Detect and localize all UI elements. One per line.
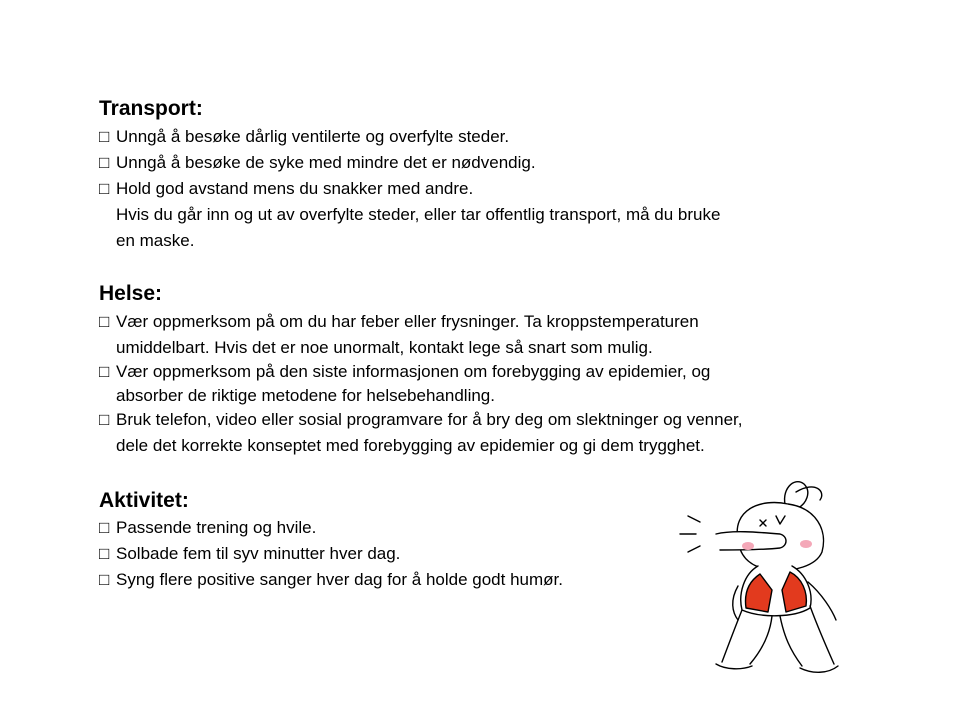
helse-bullet-1 <box>99 312 699 332</box>
transport-heading: Transport: <box>99 97 203 120</box>
cheek-right <box>800 540 812 548</box>
transport-bullet-3-text: Hold god avstand mens du snakker med andre. <box>116 179 474 198</box>
checkbox-icon: □ <box>99 410 110 429</box>
helse-bullet-3-cont: dele det korrekte konseptet med forebygging av epidemier og gi dem trygghet. <box>116 436 705 455</box>
cheek-left <box>742 542 754 550</box>
checkbox-icon: □ <box>99 179 110 198</box>
aktivitet-bullet-2 <box>99 544 400 564</box>
leg-right-inner <box>780 616 802 666</box>
foot-left <box>716 664 752 669</box>
checkbox-icon: □ <box>99 362 110 381</box>
aktivitet-bullet-3-text: Syng flere positive sanger hver dag for å holde godt humør. <box>116 570 563 589</box>
checkbox-icon: □ <box>99 312 110 331</box>
cough-lines <box>680 516 700 552</box>
hair-tuft <box>796 487 822 500</box>
helse-bullet-1-text: Vær oppmerksom på om du har feber eller frysninger. Ta kroppstemperaturen <box>116 312 699 331</box>
transport-bullet-3-cont-1: Hvis du går inn og ut av overfylte steder, eller tar offentlig transport, må du bruke <box>116 205 721 224</box>
transport-bullet-1-text: Unngå å besøke dårlig ventilerte og overfylte steder. <box>116 127 510 146</box>
helse-bullet-2-text: Vær oppmerksom på den siste informasjonen om forebygging av epidemier, og <box>116 362 711 381</box>
arm-right <box>808 582 836 620</box>
transport-bullet-3-cont-2: en maske. <box>116 231 195 250</box>
checkbox-icon: □ <box>99 544 110 563</box>
checkbox-icon: □ <box>99 127 110 146</box>
aktivitet-bullet-1-text: Passende trening og hvile. <box>116 518 317 537</box>
helse-bullet-3-text: Bruk telefon, video eller sosial programvare for å bry deg om slektninger og venner, <box>116 410 743 429</box>
leg-left-inner <box>750 616 772 664</box>
aktivitet-bullet-2-text: Solbade fem til syv minutter hver dag. <box>116 544 401 563</box>
checkbox-icon: □ <box>99 153 110 172</box>
checkbox-icon: □ <box>99 518 110 537</box>
aktivitet-bullet-3 <box>99 570 563 590</box>
helse-bullet-1-cont: umiddelbart. Hvis det er noe unormalt, kontakt lege så snart som mulig. <box>116 338 653 357</box>
transport-bullet-1 <box>99 127 509 147</box>
helse-bullet-3 <box>99 410 743 430</box>
leg-right-outer <box>810 606 834 664</box>
aktivitet-heading: Aktivitet: <box>99 489 189 512</box>
transport-bullet-2 <box>99 153 536 173</box>
transport-bullet-3 <box>99 179 473 199</box>
transport-bullet-2-text: Unngå å besøke de syke med mindre det er nødvendig. <box>116 153 536 172</box>
aktivitet-bullet-1 <box>99 518 316 538</box>
helse-heading: Helse: <box>99 282 163 305</box>
leg-left-outer <box>722 610 742 662</box>
helse-bullet-2-cont: absorber de riktige metodene for helsebehandling. <box>116 386 495 405</box>
checkbox-icon: □ <box>99 570 110 589</box>
sneezing-child-illustration <box>676 470 900 685</box>
foot-right <box>800 666 838 672</box>
arm-left <box>733 586 738 620</box>
helse-bullet-2 <box>99 362 710 382</box>
